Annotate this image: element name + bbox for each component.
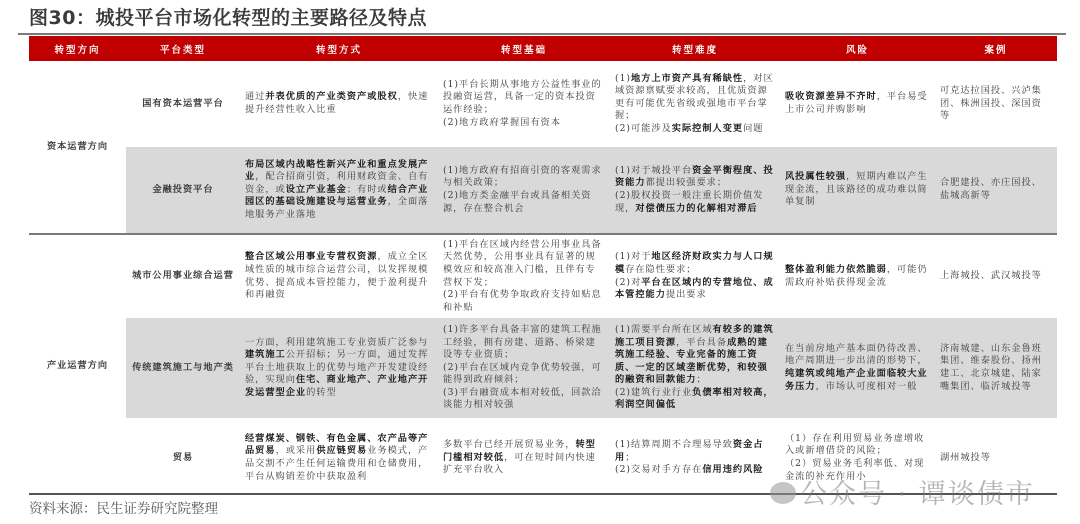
table-row	[29, 318, 1057, 418]
risk-cell: （1）存在利用贸易业务虚增收入或新增借贷的风险； （2）贸易业务毛利率低、对现金流的补充作用小	[785, 432, 925, 482]
header-direction: 转型方向	[29, 36, 126, 61]
header-row	[29, 36, 1057, 61]
table-row	[29, 147, 1057, 234]
header-platform-type: 平台类型	[126, 36, 240, 61]
method-cell: 整合区域公用事业专营权资源，成立全区域性质的城市综合运营公司，以发挥规模优势、提高成本管控能力，便于盈利提升和再融资	[240, 234, 438, 318]
table-row	[29, 61, 1057, 147]
watermark	[770, 472, 1035, 511]
basis-cell: (1)平台长期从事地方公益性事业的投融资运营，具备一定的资本投资运作经验； (2)地方政府掌握国有资本	[443, 78, 602, 128]
wechat-icon	[770, 482, 796, 504]
difficulty-cell: (1)需要平台所在区域有较多的建筑施工项目资源，平台具备成熟的建筑施工经验、专业完备的施工资质、一定的区域垄断优势，和较强的融资和回款能力； (2)建筑行业行业负债率相对较高，利润空间偏低	[610, 318, 780, 418]
header-basis: 转型基础	[438, 36, 610, 61]
platform-type: 国有资本运营平台	[142, 97, 224, 109]
title-divider	[18, 33, 1066, 35]
basis-cell: (1)平台在区域内经营公用事业具备天然优势，公用事业具有显著的规模效应和较高准入门槛，且伴有专营权下发； (2)平台有优势争取政府支持如贴息和补贴	[438, 234, 610, 318]
direction-capital: 资本运营方向	[29, 61, 126, 234]
transformation-table	[29, 36, 1057, 498]
header-risk: 风险	[780, 36, 935, 61]
cases-cell: 湖州城投等	[940, 451, 991, 463]
header-difficulty: 转型难度	[610, 36, 780, 61]
method-cell: 一方面，利用建筑施工专业资质广泛参与建筑施工公开招标；另一方面，通过发挥平台土地获取上的优势与地产开发建设经验，实现向住宅、商业地产、产业地产开发运营型企业的转型	[240, 318, 438, 418]
basis-cell: 多数平台已经开展贸易业务，转型门槛相对较低，可在短时间内快速扩充平台收入	[443, 439, 596, 476]
figure-title: 图30：城投平台市场化转型的主要路径及特点	[29, 7, 427, 29]
platform-type: 金融投资平台	[126, 147, 240, 234]
cases-cell: 可克达拉国投、兴泸集团、株洲国投、深国资等	[940, 85, 1042, 122]
method-cell: 布局区域内战略性新兴产业和重点发展产业，配合招商引资，利用财政资金、自有资金，或设立产业基金；有时或结合产业园区的基础设施建设与运营业务，全面落地服务产业落地	[240, 147, 438, 234]
risk-cell: 在当前房地产基本面仍待改善、地产周期进一步出清的形势下，纯建筑或纯地产企业面临较大业务压力，市场认可度相对一般	[780, 318, 935, 418]
difficulty-cell: (1)对于城投平台资金平衡程度、投资能力都提出较强要求； (2)股权投资一般注重长期价值发现，对偿债压力的化解相对滞后	[610, 147, 780, 234]
platform-type: 传统建筑施工与地产类	[126, 318, 240, 418]
risk-cell: 风投属性较强，短期内难以产生现金流，且该路径的成功难以简单复制	[780, 147, 935, 234]
risk-cell: 整体盈利能力依然脆弱，可能仍需政府补贴获得现金流	[780, 234, 935, 318]
method-cell: 经营煤炭、钢铁、有色金属、农产品等产品贸易，或采用供应链贸易业务模式，产品交割不产生任何运输费用和仓储费用，平台从购销差价中获取盈利	[245, 432, 429, 482]
cases-cell: 上海城投、武汉城投等	[935, 234, 1057, 318]
difficulty-cell: (1)结算周期不合理易导致资金占用； (2)交易对手方存在信用违约风险	[615, 439, 764, 476]
watermark-text: 公众号 · 谭谈债市	[800, 479, 1035, 510]
basis-cell: (1)地方政府有招商引资的客观需求与相关政策； (2)地方类金融平台或具备相关资源，存在整合机会	[438, 147, 610, 234]
difficulty-cell: (1)地方上市资产具有稀缺性，对区域资源禀赋要求较高，且优质资源更有可能优先省级或强地市平台掌握； (2)可能涉及实际控制人变更问题	[615, 72, 774, 134]
header-cases: 案例	[935, 36, 1057, 61]
cases-cell: 济南城建、山东金鲁班集团、维泰股份、扬州建工、北京城建、陆家嘴集团、临沂城投等	[935, 318, 1057, 418]
risk-cell: 吸收资源差异不齐时，平台易受上市公司并购影响	[785, 91, 928, 115]
platform-type: 贸易	[172, 451, 194, 463]
basis-cell: (1)许多平台具备丰富的建筑工程施工经验，拥有房建、道路、桥梁建设等专业资质； (2)平台在区域内竞争优势较强，可能得到政府倾斜； (3)平台融资成本相对较低，回款洽谈能力相对较强	[438, 318, 610, 418]
difficulty-cell: (1)对于地区经济财政实力与人口规模存在隐性要求； (2)对平台在区域内的专营地位、成本管控能力提出要求	[610, 234, 780, 318]
platform-type: 城市公用事业综合运营	[126, 234, 240, 318]
header-method: 转型方式	[240, 36, 438, 61]
direction-industry: 产业运营方向	[29, 234, 126, 498]
method-cell: 通过并表优质的产业类资产或股权，快速提升经营性收入比重	[245, 91, 429, 115]
cases-cell: 合肥建投、亦庄国投、盐城高新等	[935, 147, 1057, 234]
table-row	[29, 234, 1057, 318]
source-note: 资料来源：民生证券研究院整理	[29, 501, 218, 517]
